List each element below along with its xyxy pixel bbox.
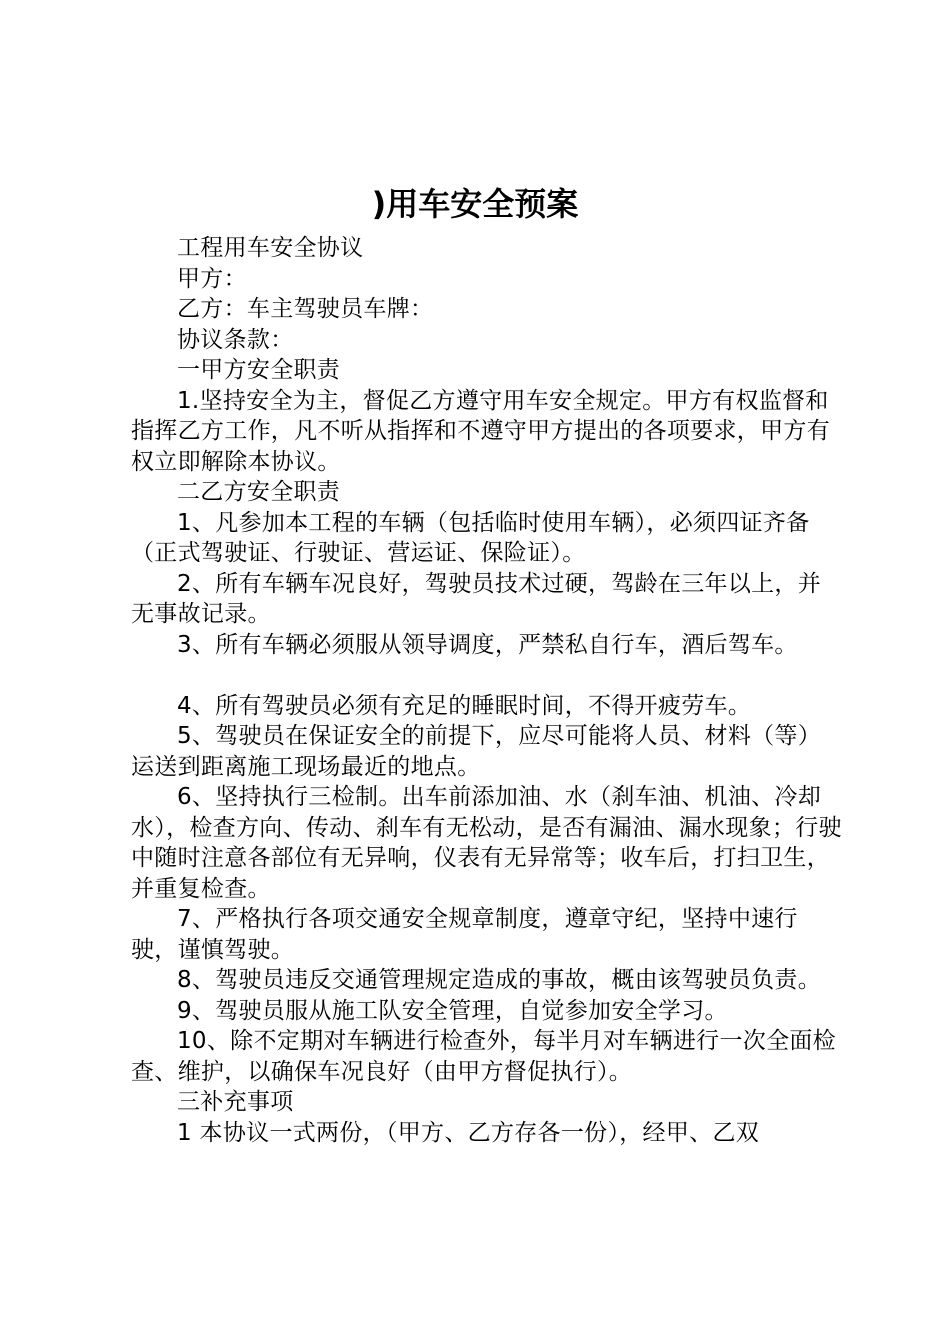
party-b-clause-8: 8、驾驶员违反交通管理规定造成的事故，概由该驾驶员负责。 <box>177 967 822 993</box>
party-b-clause-5: 5、驾驶员在保证安全的前提下，应尽可能将人员、材料（等）运送到距离施工现场最近的地点。 <box>131 723 822 780</box>
section-heading-party-a: 一甲方安全职责 <box>177 357 341 383</box>
section-heading-party-b: 二乙方安全职责 <box>177 479 341 505</box>
party-b-clause-4: 4、所有驾驶员必须有充足的睡眠时间，不得开疲劳车。 <box>177 692 752 719</box>
party-b-line: 乙方：车主驾驶员车牌： <box>177 296 434 322</box>
document-body <box>131 233 843 1148</box>
supplementary-clause-1: 1 本协议一式两份，（甲方、乙方存各一份），经甲、乙双 <box>177 1119 760 1146</box>
party-b-clause-2: 2、所有车辆车况良好，驾驶员技术过硬，驾龄在三年以上，并无事故记录。 <box>131 570 822 627</box>
agreement-heading: 工程用车安全协议 <box>177 235 364 261</box>
paragraph-spacer <box>131 660 843 691</box>
party-b-clause-6: 6、坚持执行三检制。出车前添加油、水（刹车油、机油、冷却水），检查方向、传动、刹车有无松动，是否有漏油、漏水现象；行驶中随时注意各部位有无异响，仪表有无异常等；收车后，打扫卫生，并重复检查。 <box>131 784 842 902</box>
party-a-clause-1: 1.坚持安全为主，督促乙方遵守用车安全规定。甲方有权监督和指挥乙方工作，凡不听从指挥和不遵守甲方提出的各项要求，甲方有权立即解除本协议。 <box>131 387 830 475</box>
party-b-clause-9: 9、驾驶员服从施工队安全管理，自觉参加安全学习。 <box>177 997 728 1024</box>
party-b-clause-7: 7、严格执行各项交通安全规章制度，遵章守纪，坚持中速行驶，谨慎驾驶。 <box>131 906 798 963</box>
terms-heading: 协议条款： <box>177 326 294 353</box>
document-title: )用车安全预案 <box>371 185 579 223</box>
party-b-clause-3: 3、所有车辆必须服从领导调度，严禁私自行车，酒后驾车。 <box>177 631 798 658</box>
section-heading-supplementary: 三补充事项 <box>177 1089 294 1115</box>
party-b-clause-1: 1、凡参加本工程的车辆（包括临时使用车辆），必须四证齐备（正式驾驶证、行驶证、营运证、保险证）。 <box>131 509 810 566</box>
party-a-line: 甲方： <box>177 265 247 292</box>
party-b-clause-10: 10、除不定期对车辆进行检查外，每半月对车辆进行一次全面检查、维护，以确保车况良好（由甲方督促执行）。 <box>131 1028 836 1085</box>
